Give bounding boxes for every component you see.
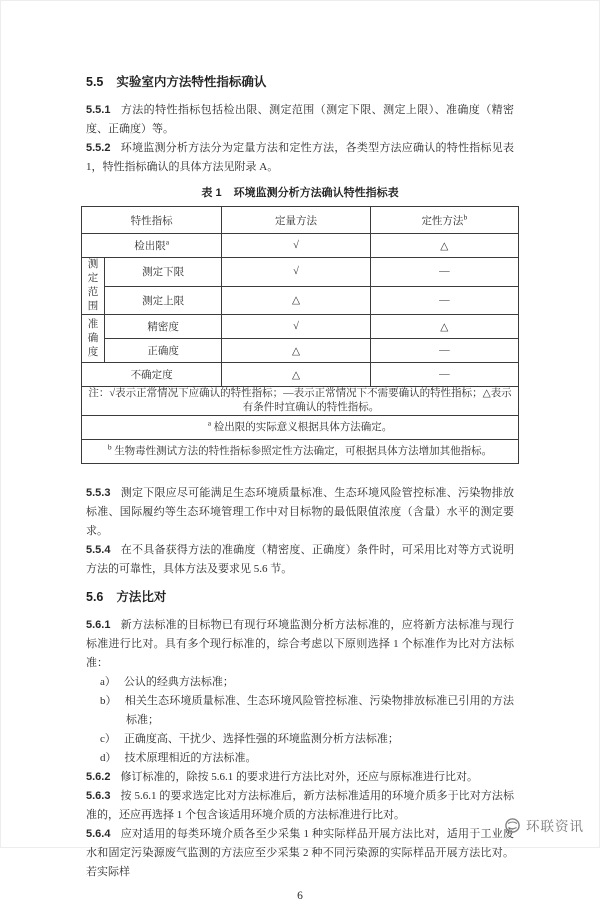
table-row bbox=[82, 286, 519, 315]
cell-value: — bbox=[370, 258, 518, 287]
header-qualitative-superscript: b bbox=[463, 212, 468, 221]
clause-number: 5.6.3 bbox=[86, 790, 111, 802]
clause-number: 5.5.2 bbox=[86, 142, 111, 154]
header-qualitative bbox=[370, 207, 518, 234]
footnote-a-superscript: a bbox=[207, 418, 212, 428]
table-caption-title: 环境监测分析方法确认特性指标表 bbox=[233, 187, 399, 199]
spacer bbox=[86, 464, 514, 484]
clause-number: 5.6.2 bbox=[86, 771, 111, 783]
list-marker: d） bbox=[100, 752, 117, 764]
section-5-5-heading bbox=[86, 74, 514, 90]
footnote-b-text: 生物毒性测试方法的特性指标参照定性方法确定，可根据具体方法增加其他指标。 bbox=[114, 446, 493, 457]
paragraph-5-6-4 bbox=[86, 825, 514, 882]
clause-number: 5.6.4 bbox=[86, 828, 111, 840]
table-row bbox=[82, 315, 519, 339]
cell-detection-limit bbox=[82, 234, 222, 258]
table-footnote-a bbox=[82, 416, 519, 440]
clause-text: 测定下限应尽可能满足生态环境质量标准、生态环境风险管控标准、污染物排放标准、国际履约等生态环境管理工作中对目标物的最低限值浓度（含量）水平的测定要求。 bbox=[86, 487, 514, 537]
cell-lower-limit: 测定下限 bbox=[105, 258, 222, 287]
paragraph-5-5-1 bbox=[86, 101, 514, 139]
paragraph-5-6-1 bbox=[86, 616, 514, 673]
table-note-row bbox=[82, 387, 519, 416]
section-title: 方法比对 bbox=[116, 590, 167, 604]
clause-text: 修订标准的，除按 5.6.1 的要求进行方法比对外，还应与原标准进行比对。 bbox=[120, 771, 478, 783]
group-label-measurement-range: 测定范围 bbox=[82, 258, 105, 315]
cell-value: √ bbox=[222, 258, 370, 287]
clause-number: 5.5.4 bbox=[86, 544, 111, 556]
list-text: 技术原理相近的方法标准。 bbox=[124, 752, 257, 764]
paragraph-5-5-3 bbox=[86, 484, 514, 541]
brand-name: 环联资讯 bbox=[526, 819, 584, 834]
paragraph-5-5-4 bbox=[86, 541, 514, 579]
list-marker: a） bbox=[100, 676, 116, 688]
clause-text: 按 5.6.1 的要求选定比对方法标准后，新方法标准适用的环境介质多于比对方法标准的，还应再选择 1 个包含该适用环境介质的方法标准进行比对。 bbox=[86, 790, 514, 821]
cell-value: △ bbox=[370, 315, 518, 339]
table-row bbox=[82, 258, 519, 287]
table-header-row bbox=[82, 207, 519, 234]
table-1 bbox=[81, 206, 519, 464]
footnote-b-superscript: b bbox=[107, 442, 112, 452]
note-text: √表示正常情况下应确认的特性指标；—表示正常情况下不需要确认的特性指标；△表示有条件时宜确认的特性指标。 bbox=[109, 388, 512, 413]
list-text: 正确度高、干扰少、选择性强的环境监测分析方法标准； bbox=[123, 733, 399, 745]
list-text: 相关生态环境质量标准、生态环境风险管控标准、污染物排放标准已引用的方法标准； bbox=[124, 695, 514, 726]
footnote-a-text: 检出限的实际意义根据具体方法确定。 bbox=[213, 422, 393, 433]
paragraph-5-6-2 bbox=[86, 768, 514, 787]
table-note bbox=[82, 387, 519, 416]
list-item-a bbox=[86, 673, 514, 692]
list-item-d bbox=[86, 749, 514, 768]
detection-limit-superscript: a bbox=[165, 237, 170, 247]
paragraph-5-5-2 bbox=[86, 139, 514, 177]
clause-text: 环境监测分析方法分为定量方法和定性方法，各类型方法应确认的特性指标见表 1，特性指标确认的具体方法见附录 A。 bbox=[86, 142, 514, 173]
header-quantitative: 定量方法 bbox=[222, 207, 370, 234]
section-number: 5.5 bbox=[86, 75, 104, 89]
clause-number: 5.5.1 bbox=[86, 104, 111, 116]
clause-number: 5.6.1 bbox=[86, 619, 111, 631]
header-qualitative-label: 定性方法 bbox=[421, 215, 464, 227]
clause-text: 应对适用的每类环境介质各至少采集 1 种实际样品开展方法比对，适用于工业废水和固定污染源废气监测的方法应至少采集 2 种不同污染源的实际样品开展方法比对。若实际样 bbox=[86, 828, 514, 878]
group-label-accuracy: 准确度 bbox=[82, 315, 105, 363]
clause-number: 5.5.3 bbox=[86, 487, 111, 499]
brand-logo-icon bbox=[504, 817, 521, 834]
cell-value: √ bbox=[222, 315, 370, 339]
detection-limit-label: 检出限 bbox=[134, 241, 166, 252]
paragraph-5-6-3 bbox=[86, 787, 514, 825]
cell-value: △ bbox=[222, 339, 370, 363]
clause-text: 在不具备获得方法的准确度（精密度、正确度）条件时，可采用比对等方式说明方法的可靠性，具体方法及要求见 5.6 节。 bbox=[86, 544, 514, 575]
cell-precision: 精密度 bbox=[105, 315, 222, 339]
table-row bbox=[82, 339, 519, 363]
section-title: 实验室内方法特性指标确认 bbox=[116, 75, 267, 89]
cell-value: — bbox=[370, 286, 518, 315]
cell-value: √ bbox=[222, 234, 370, 258]
list-marker: c） bbox=[100, 733, 116, 745]
table-footnote-b bbox=[82, 440, 519, 464]
cell-value: △ bbox=[222, 363, 370, 387]
header-indicator: 特性指标 bbox=[82, 207, 222, 234]
table-footnote-row bbox=[82, 440, 519, 464]
note-label: 注： bbox=[88, 388, 110, 399]
clause-text: 新方法标准的目标物已有现行环境监测分析方法标准的，应将新方法标准与现行标准进行比对。具有多个现行标准的，综合考虑以下原则选择 1 个标准作为比对方法标准： bbox=[86, 619, 514, 669]
list-text: 公认的经典方法标准； bbox=[123, 676, 234, 688]
section-5-6-heading bbox=[86, 589, 514, 605]
table-caption-number: 表 1 bbox=[201, 187, 222, 199]
clause-text: 方法的特性指标包括检出限、测定范围（测定下限、测定上限）、准确度（精密度、正确度）等。 bbox=[86, 104, 514, 135]
list-item-c bbox=[86, 730, 514, 749]
cell-uncertainty: 不确定度 bbox=[82, 363, 222, 387]
cell-trueness: 正确度 bbox=[105, 339, 222, 363]
table-footnote-row bbox=[82, 416, 519, 440]
cell-value: — bbox=[370, 363, 518, 387]
cell-value: △ bbox=[222, 286, 370, 315]
section-number: 5.6 bbox=[86, 590, 104, 604]
table-1-caption bbox=[86, 186, 514, 200]
list-item-b bbox=[86, 692, 514, 730]
cell-upper-limit: 测定上限 bbox=[105, 286, 222, 315]
cell-value: — bbox=[370, 339, 518, 363]
page-number: 6 bbox=[297, 890, 303, 902]
cell-value: △ bbox=[370, 234, 518, 258]
brand-watermark bbox=[504, 815, 584, 835]
table-row bbox=[82, 234, 519, 258]
table-row bbox=[82, 363, 519, 387]
list-marker: b） bbox=[100, 695, 117, 707]
